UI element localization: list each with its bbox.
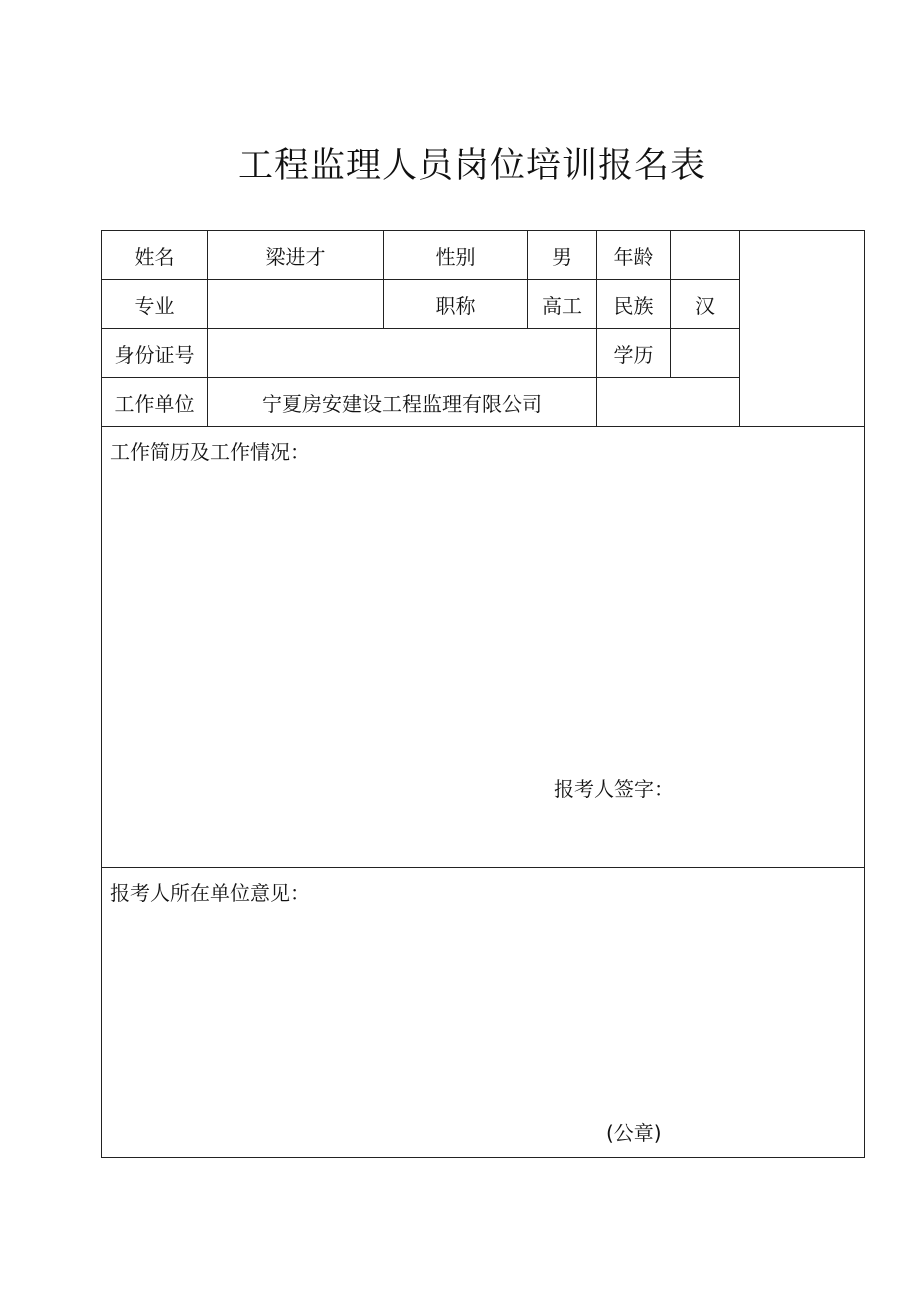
name-label: 姓名 <box>134 244 175 269</box>
employer-opinion-section[interactable] <box>102 868 864 1157</box>
official-seal-label: (公章) <box>606 1121 662 1145</box>
employer-opinion-label: 报考人所在单位意见： <box>110 881 310 905</box>
employer-extra-cell <box>597 378 739 426</box>
name-value[interactable]: 梁进才 <box>265 244 326 269</box>
resume-label: 工作简历及工作情况： <box>110 440 310 464</box>
resume-section[interactable] <box>102 427 864 867</box>
employer-value[interactable]: 宁夏房安建设工程监理有限公司 <box>262 391 542 416</box>
id-number-label: 身份证号 <box>114 342 195 367</box>
age-value[interactable] <box>671 231 739 279</box>
table-border-right <box>864 230 865 1158</box>
gender-value[interactable]: 男 <box>552 244 572 269</box>
ethnicity-value[interactable]: 汉 <box>695 293 715 318</box>
form-title: 工程监理人员岗位培训报名表 <box>237 146 706 186</box>
photo-area <box>740 231 864 426</box>
id-number-value[interactable] <box>208 329 596 377</box>
education-value[interactable] <box>671 329 739 377</box>
professional-title-label: 职称 <box>435 293 476 318</box>
employer-label: 工作单位 <box>114 391 195 416</box>
professional-title-value[interactable]: 高工 <box>542 293 582 318</box>
ethnicity-label: 民族 <box>613 293 654 318</box>
age-label: 年龄 <box>613 244 654 269</box>
major-value[interactable] <box>208 280 383 328</box>
education-label: 学历 <box>613 342 654 367</box>
applicant-signature-label: 报考人签字： <box>554 777 674 801</box>
major-label: 专业 <box>134 293 175 318</box>
gender-label: 性别 <box>435 244 476 269</box>
table-border-bottom <box>101 1157 865 1158</box>
